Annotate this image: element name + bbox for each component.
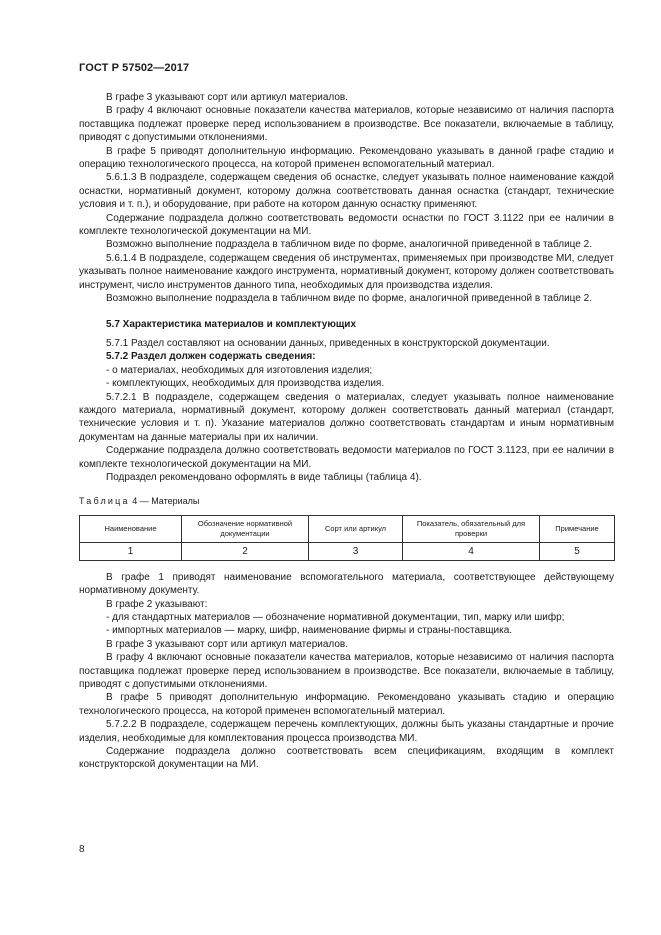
table-cell: 3 xyxy=(309,542,403,560)
list-item: - о материалах, необходимых для изготовления изделия; xyxy=(106,364,373,376)
paragraph: В графе 3 указывают сорт или артикул материалов. xyxy=(106,92,349,103)
list-item: - импортных материалов — марку, шифр, наименование фирмы и страны-поставщика. xyxy=(106,625,513,637)
table-cell: 5 xyxy=(540,542,615,560)
paragraph: Содержание подраздела должно соответствовать ведомости оснастки по ГОСТ 3.1122 при ее наличии в комплекте технологической документации на МИ. xyxy=(79,212,614,238)
paragraph: Возможно выполнение подраздела в табличном виде по форме, аналогичной приведенной в таблице 2. xyxy=(106,293,592,305)
paragraph: 5.6.1.3 В подразделе, содержащем сведения об оснастке, следует указывать полное наименование каждой оснастки, нормативный документ, которому должна соответствовать данная оснастка (стандарт, технические условия и т. п.), и оборудование, при работе на котором данную оснастку применяют. xyxy=(79,172,614,211)
paragraph: 5.7.1 Раздел составляют на основании данных, приведенных в конструкторской документации. xyxy=(106,337,550,349)
paragraph: Содержание подраздела должно соответствовать ведомости материалов по ГОСТ 3.1123, при ее наличии в комплекте технологической документации на МИ. xyxy=(79,445,614,470)
list-item: - для стандартных материалов — обозначение нормативной документации, тип, марку или шифр; xyxy=(106,612,565,623)
list-item: - комплектующих, необходимых для производства изделия. xyxy=(106,378,385,390)
table-caption xyxy=(79,495,614,508)
paragraph: В графу 4 включают основные показатели качества материалов, которые независимо от наличия паспорта поставщика подлежат проверке перед использованием в производстве. Все показатели, включаемые в таблицу, приводят с допустимыми отклонениями. xyxy=(79,652,614,691)
column-header: Наименование xyxy=(80,515,182,542)
table-cell: 2 xyxy=(182,542,309,560)
page-number: 8 xyxy=(79,844,85,855)
column-header: Показатель, обязательный для проверки xyxy=(403,515,540,542)
paragraph: 5.6.1.4 В подразделе, содержащем сведения об инструментах, применяемых при производстве МИ, следует указывать полное наименование каждого инструмента, нормативный документ, которому должен соответствовать инструмент, число инструментов данного типа, необходимых для производства изделия. xyxy=(79,252,614,291)
paragraph: Содержание подраздела должно соответствовать всем спецификациям, входящим в комплект конструкторской документации на МИ. xyxy=(79,746,614,771)
paragraph: В графе 1 приводят наименование вспомогательного материала, соответствующее действующему нормативному документу. xyxy=(79,571,614,597)
column-header: Примечание xyxy=(540,515,615,542)
document-body xyxy=(79,91,614,772)
paragraph: В графе 5 приводят дополнительную информацию. Рекомендовано указывать стадию и операцию технологического процесса, на которой применен вспомогательный материал. xyxy=(79,692,614,717)
table-header-row xyxy=(80,515,615,542)
paragraph: В графе 5 приводят дополнительную информацию. Рекомендовано указывать в данной графе стадию и операцию технологического процесса, на которой применен вспомогательный материал. xyxy=(79,145,614,171)
paragraph: В графе 3 указывают сорт или артикул материалов. xyxy=(106,638,349,650)
materials-table xyxy=(79,515,615,561)
table-row xyxy=(80,542,615,560)
paragraph: 5.7.2.2 В подразделе, содержащем перечень комплектующих, должны быть указаны стандартные и прочие изделия, необходимые для комплектования процесса производства МИ. xyxy=(79,719,614,744)
paragraph: 5.7.2.1 В подразделе, содержащем сведения о материалах, следует указывать полное наименование каждого материала, нормативный документ, которому должен соответствовать данный материал (стандарт, технические условия и т. п). Указание материалов должно соответствовать стандартам и иным нормативным документам на данные материалы при их наличии. xyxy=(79,391,614,443)
column-header: Сорт или артикул xyxy=(309,515,403,542)
column-header: Обозначение нормативной документации xyxy=(182,515,309,542)
table-cell: 1 xyxy=(80,542,182,560)
document-code: ГОСТ Р 57502—2017 xyxy=(79,62,190,74)
paragraph: Подраздел рекомендовано оформлять в виде таблицы (таблица 4). xyxy=(106,471,422,483)
paragraph: В графу 4 включают основные показатели качества материалов, которые независимо от наличия паспорта поставщика подлежат проверке перед использованием в производстве. Все показатели, включаемые в таблицу, приводят с допустимыми отклонениями. xyxy=(79,105,614,144)
paragraph-bold: 5.7.2 Раздел должен содержать сведения: xyxy=(106,351,316,363)
paragraph: В графе 2 указывают: xyxy=(106,598,208,610)
table-cell: 4 xyxy=(403,542,540,560)
table-caption-text: 4 — Материалы xyxy=(129,496,200,507)
table-caption-word: Таблица xyxy=(79,496,130,507)
paragraph: Возможно выполнение подраздела в табличном виде по форме, аналогичной приведенной в таблице 2. xyxy=(106,239,592,251)
section-heading: 5.7 Характеристика материалов и комплектующих xyxy=(106,318,357,330)
